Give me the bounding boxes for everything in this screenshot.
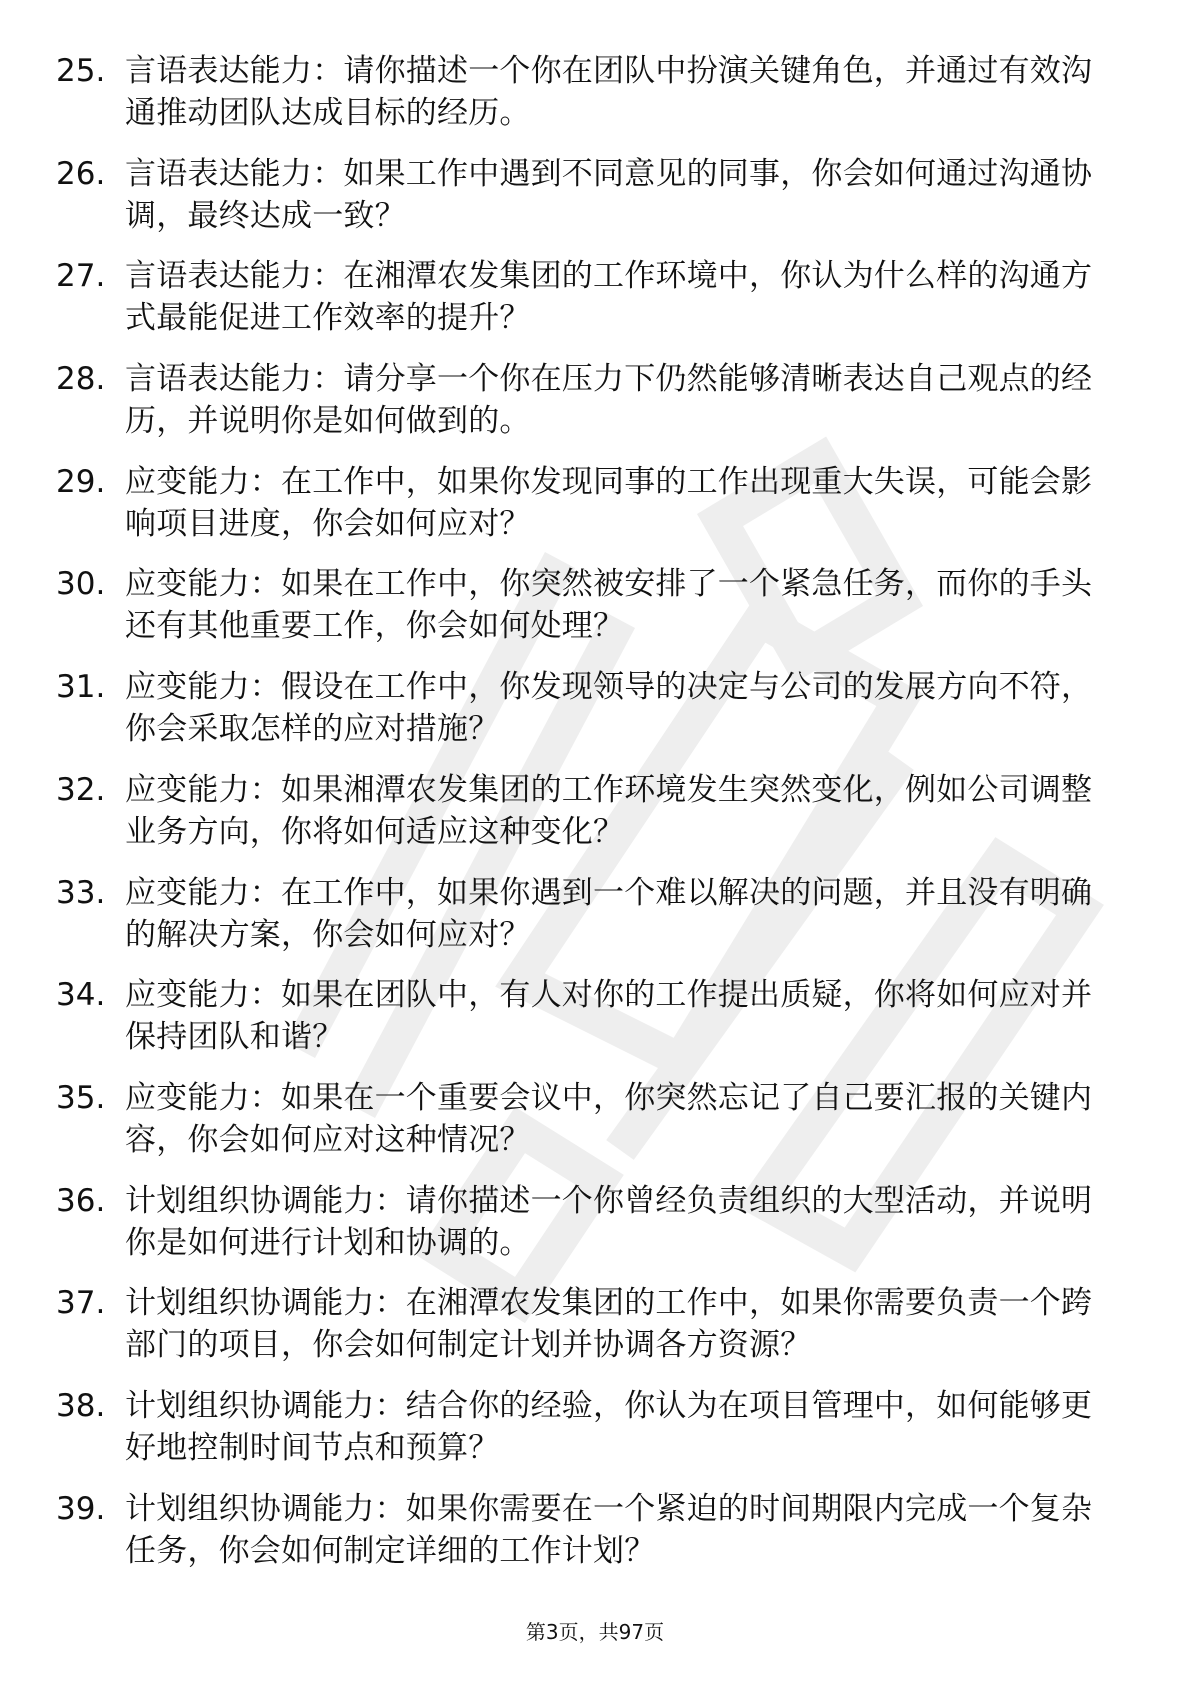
question-text: 应变能力：如果在工作中，你突然被安排了一个紧急任务，而你的手头还有其他重要工作，你会如何处理？: [125, 566, 1093, 645]
question-number: 27.: [56, 258, 106, 295]
question-number: 28.: [56, 361, 106, 398]
question-item: [0, 358, 1190, 461]
question-item: [0, 1488, 1190, 1591]
question-text: 应变能力：如果湘潭农发集团的工作环境发生突然变化，例如公司调整业务方向，你将如何适应这种变化？: [125, 771, 1093, 850]
question-text: 言语表达能力：请分享一个你在压力下仍然能够清晰表达自己观点的经历，并说明你是如何做到的。: [125, 361, 1093, 440]
question-text: 应变能力：如果在团队中，有人对你的工作提出质疑，你将如何应对并保持团队和谐？: [125, 977, 1093, 1056]
question-item: [0, 563, 1190, 666]
question-number: 37.: [56, 1285, 106, 1322]
question-text: 计划组织协调能力：如果你需要在一个紧迫的时间期限内完成一个复杂任务，你会如何制定详细的工作计划？: [125, 1490, 1093, 1569]
question-number: 39.: [56, 1490, 106, 1527]
page-number-label: 第3页，共97页: [525, 1620, 665, 1644]
question-text: 应变能力：如果在一个重要会议中，你突然忘记了自己要汇报的关键内容，你会如何应对这种情况？: [125, 1079, 1093, 1158]
question-item: [0, 1180, 1190, 1283]
question-number: 30.: [56, 566, 106, 603]
question-text: 应变能力：在工作中，如果你遇到一个难以解决的问题，并且没有明确的解决方案，你会如何应对？: [125, 874, 1093, 953]
question-text: 言语表达能力：在湘潭农发集团的工作环境中，你认为什么样的沟通方式最能促进工作效率的提升？: [125, 258, 1093, 337]
question-text: 言语表达能力：请你描述一个你在团队中扮演关键角色，并通过有效沟通推动团队达成目标的经历。: [125, 53, 1093, 131]
question-item: [0, 872, 1190, 975]
question-item: [0, 1077, 1190, 1180]
question-item: [0, 769, 1190, 872]
question-list: [0, 50, 1190, 1590]
question-item: [0, 1385, 1190, 1488]
question-text: 计划组织协调能力：请你描述一个你曾经负责组织的大型活动，并说明你是如何进行计划和协调的。: [125, 1182, 1093, 1261]
question-item: [0, 461, 1190, 564]
question-number: 29.: [56, 463, 106, 500]
question-number: 33.: [56, 874, 106, 911]
question-item: [0, 153, 1190, 256]
question-item: [0, 50, 1190, 153]
question-text: 应变能力：假设在工作中，你发现领导的决定与公司的发展方向不符，你会采取怎样的应对措施？: [125, 669, 1093, 748]
question-text: 计划组织协调能力：在湘潭农发集团的工作中，如果你需要负责一个跨部门的项目，你会如何制定计划并协调各方资源？: [125, 1285, 1093, 1364]
question-number: 32.: [56, 771, 106, 808]
question-number: 36.: [56, 1182, 106, 1219]
question-number: 31.: [56, 669, 106, 706]
question-text: 应变能力：在工作中，如果你发现同事的工作出现重大失误，可能会影响项目进度，你会如何应对？: [125, 463, 1093, 542]
question-number: 25.: [56, 53, 106, 89]
question-item: [0, 1282, 1190, 1385]
question-item: [0, 974, 1190, 1077]
question-number: 26.: [56, 155, 106, 192]
question-number: 35.: [56, 1079, 106, 1116]
question-number: 38.: [56, 1387, 106, 1424]
question-item: [0, 255, 1190, 358]
question-item: [0, 666, 1190, 769]
question-text: 计划组织协调能力：结合你的经验，你认为在项目管理中，如何能够更好地控制时间节点和预算？: [125, 1387, 1093, 1466]
page-footer: [0, 1616, 1190, 1645]
question-text: 言语表达能力：如果工作中遇到不同意见的同事，你会如何通过沟通协调，最终达成一致？: [125, 155, 1093, 234]
question-number: 34.: [56, 977, 106, 1014]
